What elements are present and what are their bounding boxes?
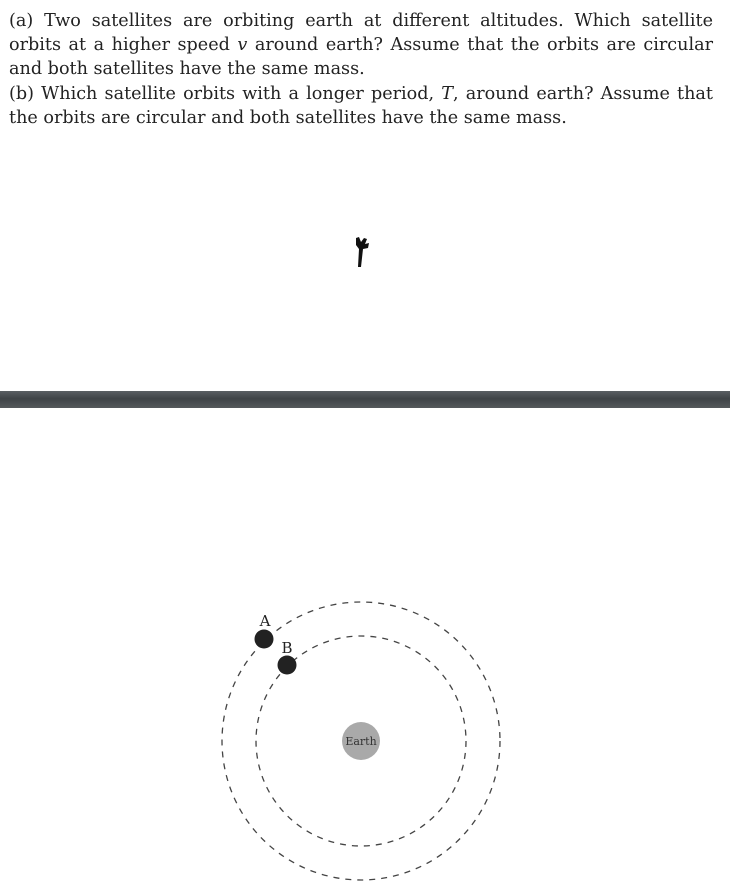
question-part-a [9,9,713,82]
part-a-prefix: (a) Two satellites are orbiting earth at different altitudes. Which satellite orbits at a higher speed [9,11,713,56]
satellite-b-label: B [281,639,293,657]
section-divider [0,391,730,408]
part-b-prefix: (b) Which satellite orbits with a longer period, [9,83,442,104]
satellite-b [278,656,297,675]
question-part-b [9,82,713,130]
hand-cursor-icon [350,234,374,274]
part-b-suffix: , around earth? Assume that the orbits are circular and both satellites have the same mass. [9,83,713,128]
part-a-suffix: around earth? Assume that the orbits are circular and both satellites have the same mass. [9,35,713,80]
satellite-a-label: A [259,612,271,630]
satellite-a [255,630,274,649]
period-variable: T [441,83,454,104]
question-text [9,9,713,130]
earth-label: Earth [345,735,377,748]
speed-variable: v [237,35,248,56]
orbit-diagram [0,408,730,890]
